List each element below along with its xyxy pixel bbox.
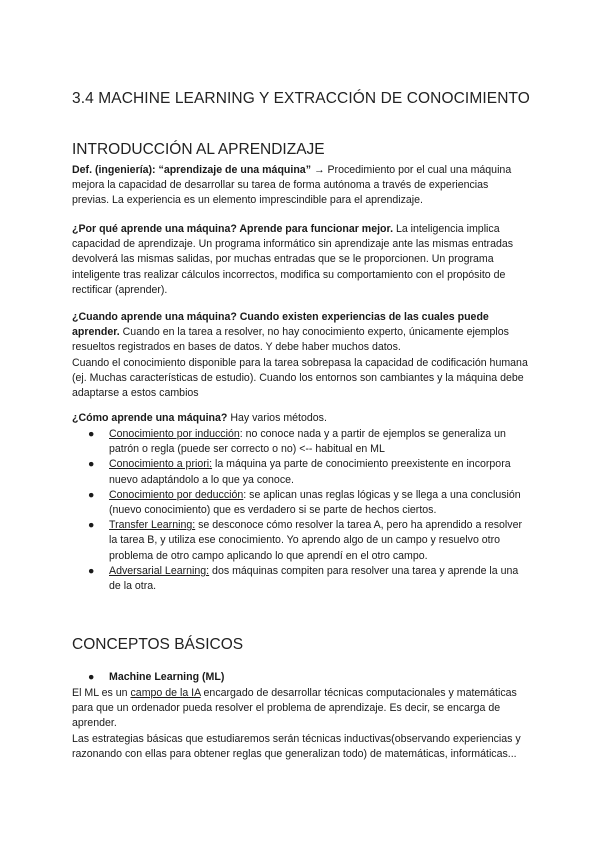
- definition-text: → Procedimiento por el cual una máquina mejora la capacidad de desarrollar su tarea de forma autónoma a través de experiencias previas. La experiencia es un elemento imprescindible para el aprendizaje.: [72, 164, 512, 207]
- bullet-icon: ●: [88, 564, 95, 577]
- ml-paragraph: [72, 686, 528, 762]
- bullet-icon: ●: [88, 519, 95, 532]
- cuando-question: ¿Cuando aprende una máquina? Cuando existen experiencias de las cuales puede aprender.: [72, 311, 489, 339]
- por-que-question: ¿Por qué aprende una máquina? Aprende para funcionar mejor.: [72, 223, 394, 235]
- por-que-paragraph: [72, 222, 528, 298]
- por-que-text: La inteligencia implica capacidad de aprendizaje. Un programa informático sin aprendizaje ante las mismas entradas devolverá las mismas salidas, por muchas entradas que se le proporcionen. Un programa inteligente tras realizar cálculos incorrectos, modifica su comportamiento con el propósito de rectificar (aprender).: [72, 223, 514, 296]
- cuando-text-2: Cuando el conocimiento disponible para la tarea sobrepasa la capacidad de codificación humana (ej. Muchas características de estudio). Cuando los entornos son cambiantes y la máquina debe adaptarse a estos cambios: [72, 356, 528, 400]
- ml-bullet-item: [72, 670, 528, 685]
- ml-text-2: Las estrategias básicas que estudiaremos serán técnicas inductivas(observando experiencias y razonando con ellas para obtener reglas que generalizan todo) de matemáticas, informáticas...: [72, 732, 521, 760]
- page-title: 3.4 MACHINE LEARNING Y EXTRACCIÓN DE CONOCIMIENTO: [72, 90, 530, 107]
- list-item: [72, 457, 528, 487]
- bullet-icon: ●: [88, 671, 95, 683]
- bullet-icon: ●: [88, 488, 95, 501]
- method-text: : se aplican unas reglas lógicas y se llega a una conclusión (nuevo conocimiento) que es verdadero si se parte de hechos ciertos.: [109, 488, 521, 517]
- list-item: [72, 427, 528, 457]
- method-term: Transfer Learning:: [109, 519, 196, 532]
- method-text: se desconoce cómo resolver la tarea A, pero ha aprendido a resolver la tarea B, y utiliza ese conocimiento. Yo aprendo algo de un campo y resuelvo otro problema de otro campo aplicando lo que aprendí en el otro campo.: [109, 519, 523, 562]
- cuando-text: Cuando en la tarea a resolver, no hay conocimiento experto, únicamente ejemplos resueltos registrados en bases de datos. Y debe haber muchos datos.: [72, 326, 509, 354]
- method-term: Conocimiento por deducción: [109, 488, 244, 501]
- como-paragraph: [72, 411, 528, 426]
- list-item: [72, 488, 528, 518]
- ml-label: Machine Learning (ML): [109, 671, 225, 683]
- method-term: Conocimiento a priori:: [109, 458, 213, 471]
- bullet-icon: ●: [88, 428, 95, 440]
- cuando-paragraph: [72, 310, 528, 401]
- ml-link: campo de la IA: [130, 687, 201, 699]
- como-question: ¿Cómo aprende una máquina?: [72, 412, 228, 424]
- method-term: Adversarial Learning:: [109, 564, 210, 577]
- method-text: : no conoce nada y a partir de ejemplos se generaliza un patrón o regla (puede ser correcto o no) <-- habitual en ML: [109, 428, 506, 456]
- definition-term: Def. (ingeniería): “aprendizaje de una máquina”: [72, 164, 311, 176]
- method-text: dos máquinas compiten para resolver una tarea y aprende la una de la otra.: [109, 564, 519, 593]
- definition-paragraph: [72, 163, 528, 209]
- methods-list: [72, 427, 528, 594]
- section-heading-conceptos: CONCEPTOS BÁSICOS: [72, 636, 244, 653]
- list-item: [72, 564, 528, 594]
- como-text: Hay varios métodos.: [227, 412, 327, 424]
- section-heading-introduccion: INTRODUCCIÓN AL APRENDIZAJE: [72, 141, 325, 158]
- method-term: Conocimiento por inducción: [109, 428, 240, 440]
- list-item: [72, 518, 528, 564]
- ml-text-a: El ML es un: [72, 687, 131, 699]
- bullet-icon: ●: [88, 458, 95, 471]
- method-text: la máquina ya parte de conocimiento preexistente en incorpora nuevo adaptándolo a lo que ya conoce.: [109, 458, 511, 486]
- ml-text-b: encargado de desarrollar técnicas computacionales y matemáticas para que un ordenador pueda resolver el problema de aprendizaje. Es decir, se encarga de aprender.: [72, 687, 517, 730]
